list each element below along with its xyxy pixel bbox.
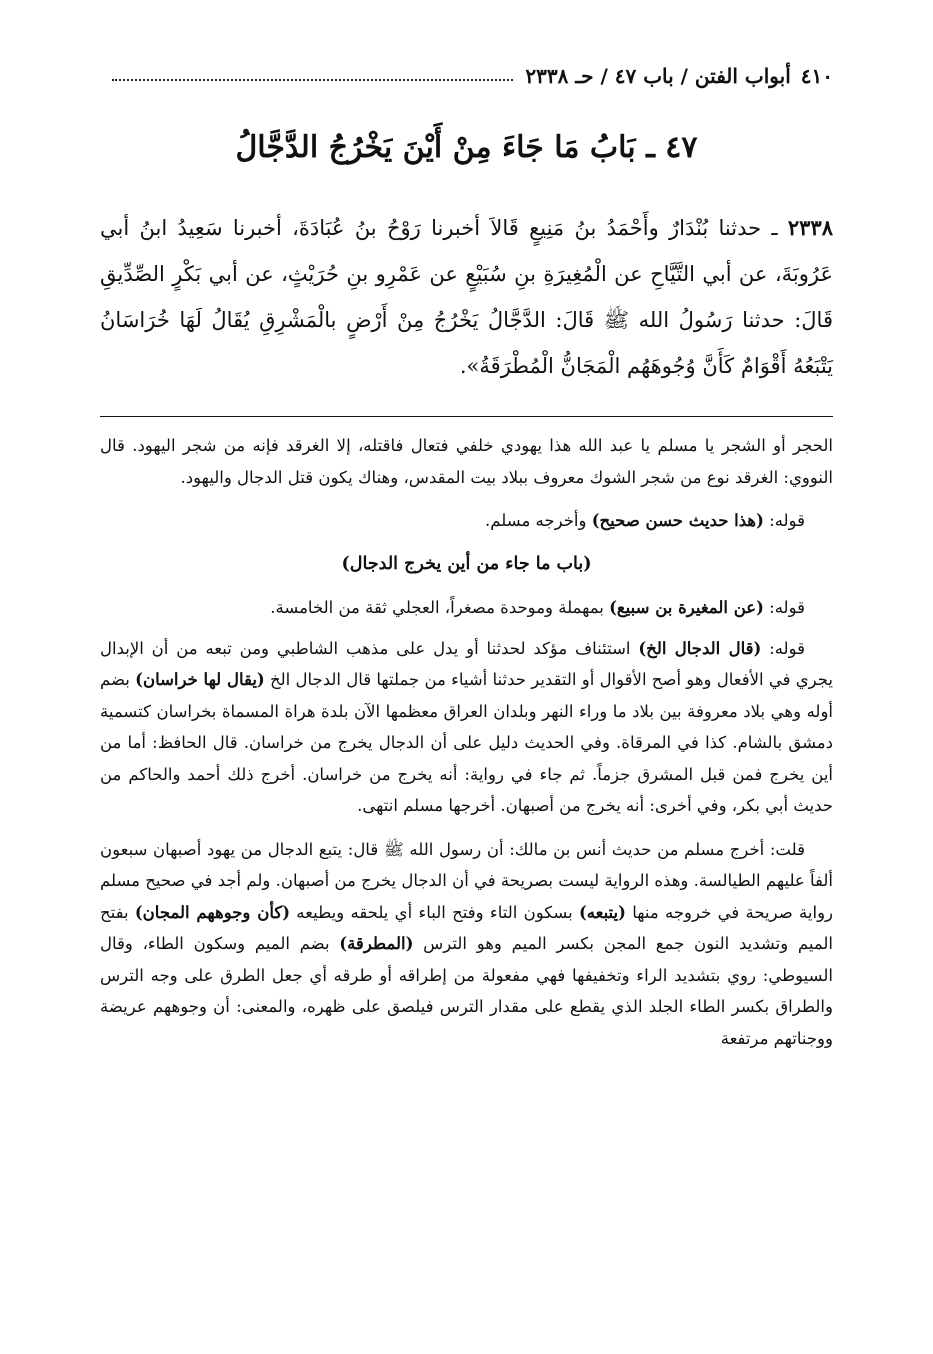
section-heading: (باب ما جاء من أين يخرج الدجال) <box>341 553 592 574</box>
commentary-paragraph <box>100 505 833 537</box>
body-text: بضم الميم وسكون الطاء، وقال السيوطي: روي بتشديد الراء وتخفيفها فهي مفعولة من إطراقه أو طرقه أي جعل الطرق على وجه الترس والطراق بكسر الطاء الجلد الذي يقطع على مقدار الترس فيلصق على ظهره، والمعنى: أن وجوههم عريضة ووجناتهم مرتفعة <box>100 934 833 1048</box>
body-text: بفتح الميم وتشديد النون جمع المجن بكسر الميم وهو الترس <box>100 902 833 953</box>
lead-text: قوله: <box>761 638 805 658</box>
running-header <box>100 64 833 88</box>
quoted-phrase: (هذا حديث حسن صحيح) <box>591 511 764 530</box>
commentary <box>100 430 833 1054</box>
commentary-paragraph <box>100 834 833 1055</box>
commentary-paragraph <box>100 633 833 822</box>
hadith-body: ـ حدثنا بُنْدَارٌ وأَحْمَدُ بنُ مَنِيعٍ قَالاَ أخبرنا رَوْحُ بنُ عُبَادَةَ، أخبرنا سَعِيدُ ابنُ أبي عَرُوبَةَ، عن أبي التَّيَّاحِ عن الْمُغِيرَةِ بنِ سُبَيْعٍ عن عَمْرِو بنِ حُرَيْثٍ، عن أبي بَكْرٍ الصِّدِّيقِ قَالَ: حدثنا رَسُولُ الله ﷺ قَالَ: الدَّجَّالُ يَخْرُجُ مِنْ أَرْضٍ بالْمَشْرِقِ يُقَالُ لَهَا خُرَاسَانُ يَتْبَعُهُ أَقْوَامٌ كَأَنَّ وُجُوهَهُم الْمَجَانُّ الْمُطْرَقَةُ». <box>100 216 833 378</box>
body-text: بضم أوله وهي بلاد معروفة بين بلاد ما وراء النهر وبلدان العراق معظمها الآن بلدة هراة المسماة بخراسان كتسمية دمشق بالشام. كذا في المرقاة. وفي الحديث دليل على أن الدجال يخرج من خراسان. قال الحافظ: أما من أين يخرج فمن قبل المشرق جزماً. ثم جاء في رواية: أنه يخرج من خراسان. أخرج ذلك أحمد والحاكم من حديث أبي بكر، وفي أخرى: أنه يخرج من أصبهان. أخرجها مسلم انتهى. <box>100 670 833 815</box>
footnote-divider <box>100 416 833 417</box>
lead-text: قوله: <box>763 598 805 617</box>
commentary-paragraph: الحجر أو الشجر يا مسلم يا عبد الله هذا يهودي خلفي فتعال فاقتله، إلا الغرقد فإنه من شجر اليهود. قال النووي: الغرقد نوع من شجر الشوك معروف ببلاد بيت المقدس، وهناك يكون قتل الدجال واليهود. <box>100 436 833 487</box>
header-dotted-leader <box>112 79 513 81</box>
page-number: ٤١٠ <box>800 64 833 88</box>
quoted-phrase: (يتبعه) <box>578 902 626 922</box>
body-text: قلت: أخرج مسلم من حديث أنس بن مالك: أن رسول الله ﷺ قال: يتبع الدجال من يهود أصبهان سبعون ألفاً عليهم الطيالسة. وهذه الرواية ليست بصريحة في أن الدجال يخرج من أصبهان. ولم أجد في صحيح مسلم رواية صريحة في خروجه منها <box>100 839 834 922</box>
chapter-title: ٤٧ ـ بَابُ مَا جَاءَ مِنْ أَيْنَ يَخْرُجُ الدَّجَّالُ <box>235 130 698 165</box>
body-text: استئناف مؤكد لحدثنا أو يدل على مذهب الشاطبي ومن تبعه من أن الإبدال يجري في الأفعال وهو أصح الأقوال أو التقدير حدثنا أشياء من جملتها قال الدجال الخ <box>100 638 833 689</box>
quoted-phrase: (قال الدجال الخ) <box>638 638 762 658</box>
quoted-phrase: (المطرقة) <box>339 934 414 953</box>
body-text: بمهملة وموحدة مصغراً، العجلي ثقة من الخامسة. <box>270 598 610 617</box>
commentary-paragraph <box>100 592 833 624</box>
running-title: أبواب الفتن / باب ٤٧ / حـ ٢٣٣٨ <box>525 64 791 88</box>
lead-text: قوله: <box>763 511 805 530</box>
quoted-phrase: (عن المغيرة بن سبيع) <box>609 598 764 617</box>
quoted-phrase: (يقال لها خراسان) <box>135 670 265 689</box>
body-text: وأخرجه مسلم. <box>485 511 592 530</box>
hadith-number: ٢٣٣٨ <box>787 215 833 240</box>
body-text: بسكون التاء وفتح الباء أي يلحقه ويطيعه <box>290 902 579 922</box>
quoted-phrase: (كأن وجوههم المجان) <box>134 902 291 922</box>
hadith-text <box>100 205 833 389</box>
